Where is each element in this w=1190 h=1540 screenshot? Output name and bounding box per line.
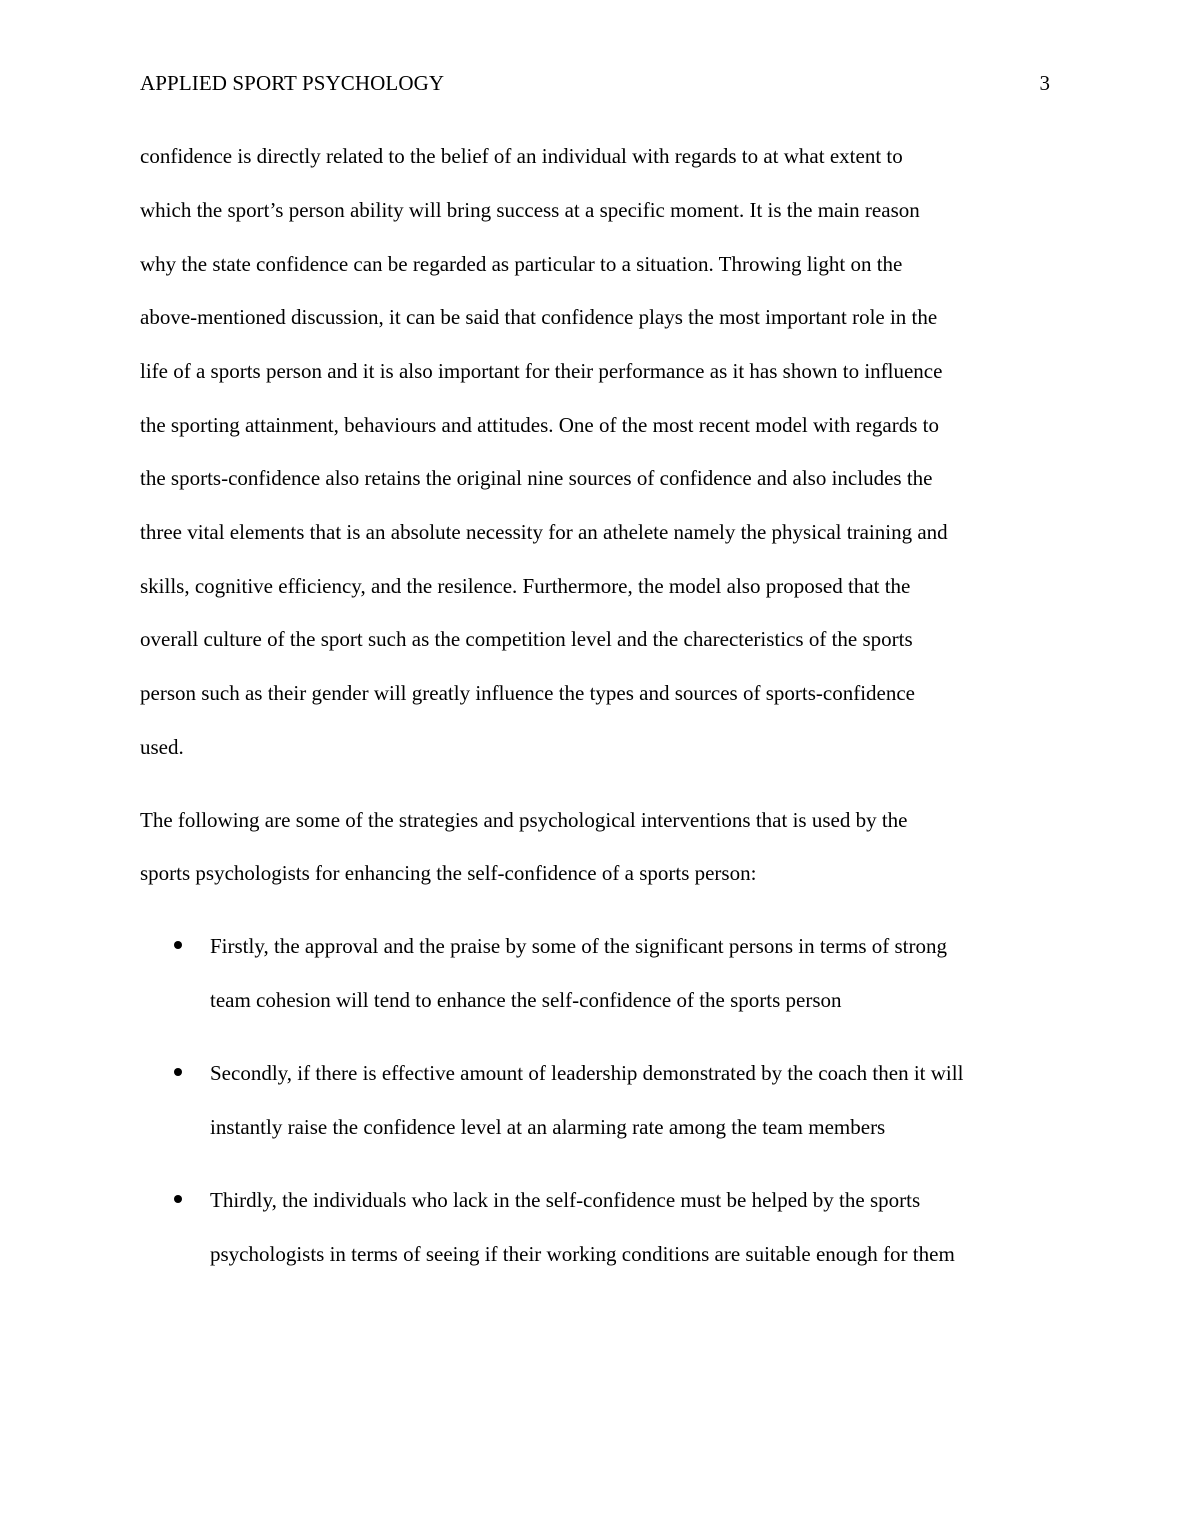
- bullet-icon: [174, 1195, 182, 1203]
- paragraph-line: why the state confidence can be regarded as particular to a situation. Throwing light on the: [140, 252, 903, 276]
- paragraph-line: life of a sports person and it is also important for their performance as it has shown to influence: [140, 359, 943, 383]
- paragraph-line: the sports-confidence also retains the original nine sources of confidence and also includes the: [140, 466, 933, 490]
- paragraph-line: skills, cognitive efficiency, and the resilence. Furthermore, the model also proposed that the: [140, 574, 911, 598]
- bullet-item-line: Firstly, the approval and the praise by some of the significant persons in terms of strong: [210, 934, 947, 958]
- paragraph-line: person such as their gender will greatly influence the types and sources of sports-confidence: [140, 681, 915, 705]
- paragraph-line: the sporting attainment, behaviours and attitudes. One of the most recent model with regards to: [140, 413, 939, 437]
- bullet-item-line: psychologists in terms of seeing if their working conditions are suitable enough for them: [210, 1242, 955, 1266]
- paragraph-line: confidence is directly related to the belief of an individual with regards to at what extent to: [140, 144, 903, 168]
- running-head: APPLIED SPORT PSYCHOLOGY: [140, 71, 445, 95]
- paragraph-line: overall culture of the sport such as the competition level and the charecteristics of the sports: [140, 627, 913, 651]
- bullet-icon: [174, 941, 182, 949]
- paragraph-line: used.: [140, 735, 184, 759]
- bullet-item-line: Secondly, if there is effective amount of leadership demonstrated by the coach then it will: [210, 1061, 964, 1085]
- paragraph-line: above-mentioned discussion, it can be said that confidence plays the most important role in the: [140, 305, 938, 329]
- paragraph-line: three vital elements that is an absolute necessity for an athelete namely the physical training and: [140, 520, 948, 544]
- page-number: 3: [1039, 71, 1050, 95]
- bullet-item-line: instantly raise the confidence level at an alarming rate among the team members: [210, 1115, 886, 1139]
- bullet-item-line: Thirdly, the individuals who lack in the self-confidence must be helped by the sports: [210, 1188, 921, 1212]
- paragraph-line: which the sport’s person ability will bring success at a specific moment. It is the main reason: [140, 198, 920, 222]
- bullet-item-line: team cohesion will tend to enhance the self-confidence of the sports person: [210, 988, 842, 1012]
- paragraph-line: The following are some of the strategies and psychological interventions that is used by the: [140, 808, 908, 832]
- paragraph-line: sports psychologists for enhancing the self-confidence of a sports person:: [140, 861, 757, 885]
- bullet-icon: [174, 1068, 182, 1076]
